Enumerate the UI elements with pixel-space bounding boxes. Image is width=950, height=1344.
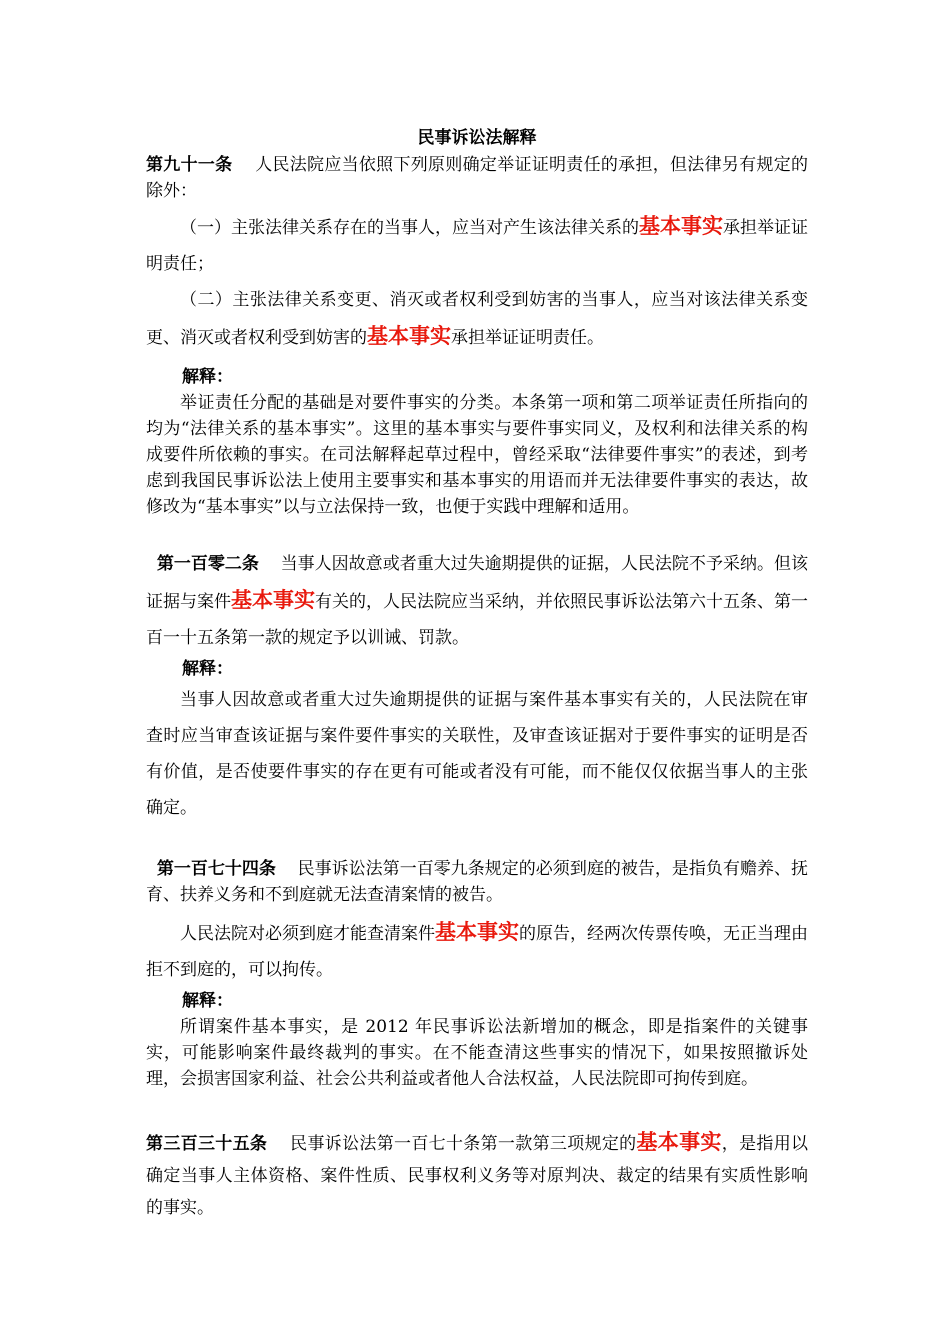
- article-102-heading: 第一百零二条: [156, 554, 259, 574]
- highlight-basic-fact: 基本事实: [435, 920, 519, 944]
- article-91-item-1: [146, 208, 808, 282]
- article-91-item-2: [146, 282, 808, 356]
- article-102-explanation: 当事人因故意或者重大过失逾期提供的证据与案件基本事实有关的，人民法院在审查时应当审查该证据与案件要件事实的关联性，及审查该证据对于要件事实的证明是否有价值，是否使要件事实的存在更有可能或者没有可能，而不能仅仅依据当事人的主张确定。: [146, 690, 808, 818]
- highlight-basic-fact: 基本事实: [367, 324, 451, 348]
- article-335-text: 民事诉讼法第一百七十条第一款第三项规定的: [290, 1134, 637, 1154]
- highlight-basic-fact: 基本事实: [639, 214, 723, 238]
- article-174-body: 民事诉讼法第一百零九条规定的必须到庭的被告，是指负有赡养、抚育、扶养义务和不到庭就无法查清案情的被告。: [146, 859, 808, 905]
- spacer: [146, 520, 808, 546]
- article-174-explanation: 所谓案件基本事实，是 2012 年民事诉讼法新增加的概念，即是指案件的关键事实，可能影响案件最终裁判的事实。在不能查清这些事实的情况下，如果按照撤诉处理，会损害国家利益、社会公共利益或者他人合法权益，人民法院即可拘传到庭。: [146, 1017, 808, 1089]
- explanation-label: 解释：: [182, 991, 233, 1011]
- article-91-heading: 第九十一条: [146, 155, 233, 175]
- spacer: [146, 826, 808, 856]
- item-2-text: （二）主张法律关系变更、消灭或者权利受到妨害的当事人，应当对该法律关系变更、消灭或者权利受到妨害的: [146, 290, 808, 348]
- article-174-para-2: [146, 914, 808, 988]
- explanation-label: 解释：: [182, 659, 233, 679]
- item-1-text: （一）主张法律关系存在的当事人，应当对产生该法律关系的: [180, 218, 639, 238]
- article-102-tail: 有关的，人民法院应当采纳，并依照民事诉讼法第六十五条、第一百一十五条第一款的规定予以训诫、罚款。: [146, 592, 808, 648]
- article-174-p2-text: 人民法院对必须到庭才能查清案件: [180, 924, 435, 944]
- article-91-body: 人民法院应当依照下列原则确定举证证明责任的承担，但法律另有规定的除外：: [146, 155, 809, 201]
- document-title: 民事诉讼法解释: [417, 128, 537, 148]
- article-91: [146, 152, 808, 204]
- article-335: [146, 1126, 808, 1224]
- article-174-p2-tail: 的原告，经两次传票传唤，无正当理由拒不到庭的，可以拘传。: [146, 924, 808, 980]
- article-335-heading: 第三百三十五条: [146, 1134, 268, 1154]
- item-1-tail: 承担举证证明责任；: [146, 218, 808, 274]
- article-102-text: 当事人因故意或者重大过失逾期提供的证据，人民法院不予采纳。但该证据与案件: [146, 554, 809, 612]
- highlight-basic-fact: 基本事实: [231, 588, 315, 612]
- article-174: [146, 856, 808, 908]
- article-174-heading: 第一百七十四条: [156, 859, 276, 879]
- article-91-explanation: 举证责任分配的基础是对要件事实的分类。本条第一项和第二项举证责任所指向的均为“法律关系的基本事实”。这里的基本事实与要件事实同义，及权利和法律关系的构成要件所依赖的事实。在司法解释起草过程中，曾经采取“法律要件事实”的表述，到考虑到我国民事诉讼法上使用主要事实和基本事实的用语而并无法律要件事实的表达，故修改为“基本事实”以与立法保持一致，也便于实践中理解和适用。: [146, 393, 808, 517]
- explanation-label: 解释：: [182, 367, 233, 387]
- item-2-tail: 承担举证证明责任。: [451, 328, 604, 348]
- highlight-basic-fact: 基本事实: [636, 1130, 722, 1154]
- article-102: [146, 546, 808, 656]
- document-page: [146, 124, 808, 1224]
- article-335-tail: ，是指用以确定当事人主体资格、案件性质、民事权利义务等对原判决、裁定的结果有实质性影响的事实。: [146, 1134, 809, 1218]
- spacer: [146, 1092, 808, 1126]
